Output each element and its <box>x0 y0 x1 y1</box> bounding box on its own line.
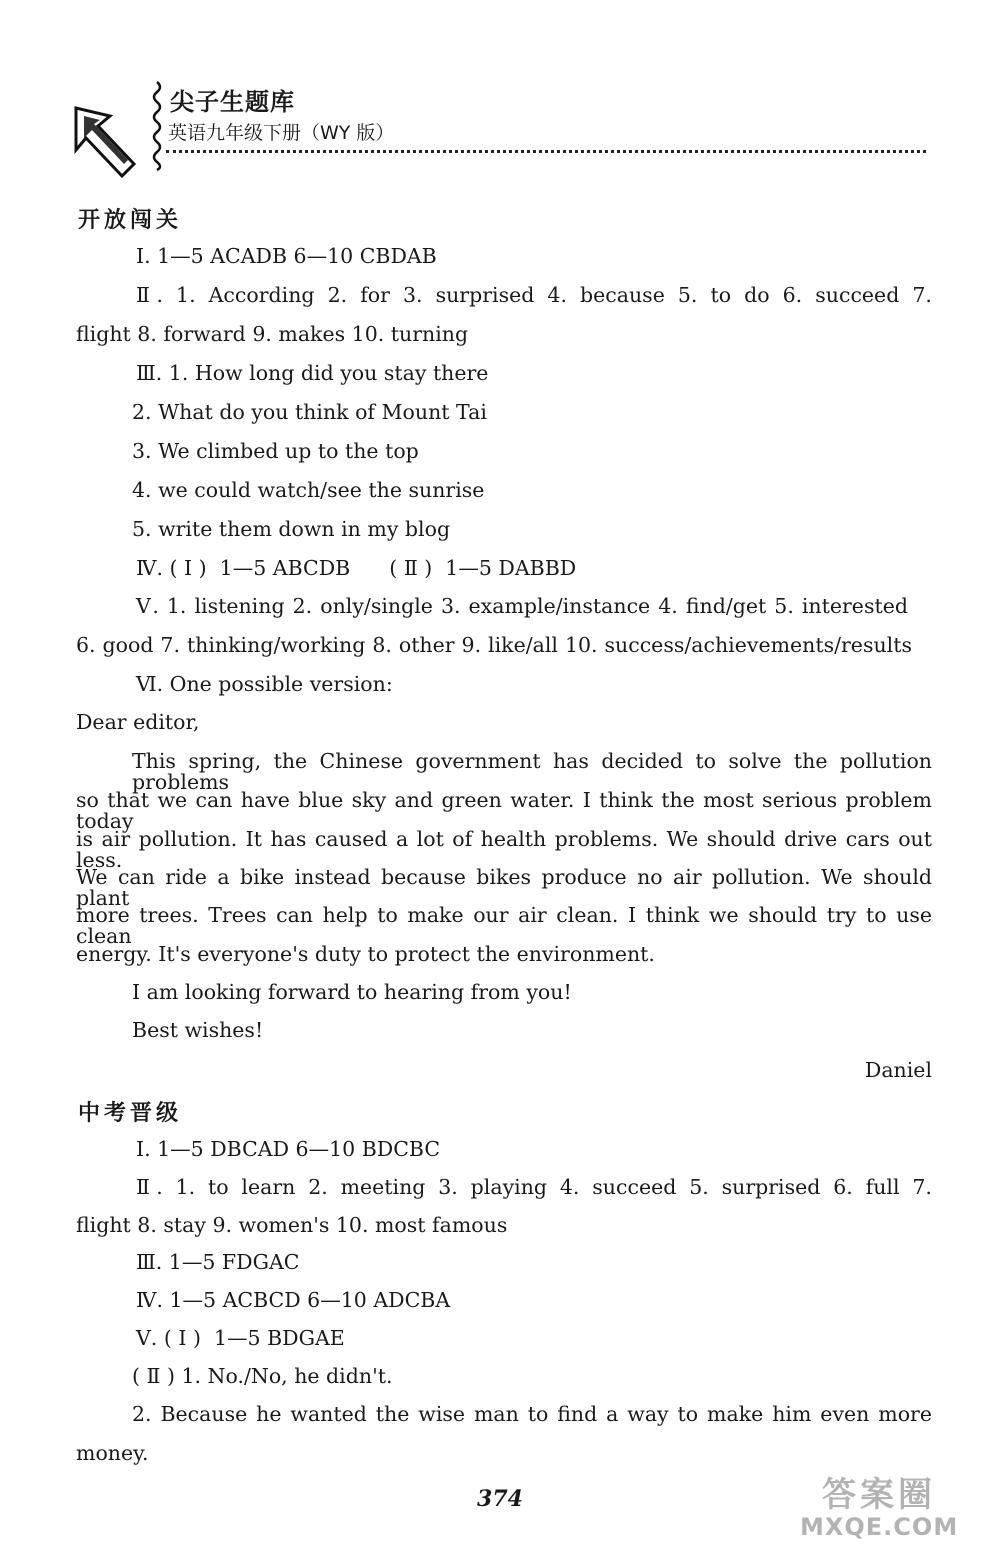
s1-q2-line2: flight 8. forward 9. makes 10. turning <box>76 322 469 346</box>
watermark-logo-text: 答案圈 <box>822 1475 936 1515</box>
letter-last-line: energy. It's everyone's duty to protect the environment. <box>76 942 655 966</box>
squiggle-divider-icon <box>150 80 164 172</box>
book-subtitle: 英语九年级下册（WY 版） <box>168 122 395 144</box>
s2-q3-answers: Ⅲ. 1—5 FDGAC <box>136 1250 300 1274</box>
section-title-open: 开放闯关 <box>78 208 183 233</box>
s2-q1-answers: Ⅰ. 1—5 DBCAD 6—10 BDCBC <box>136 1137 441 1161</box>
letter-greeting: Dear editor, <box>76 710 200 734</box>
s1-q6-label: Ⅵ. One possible version: <box>136 672 393 696</box>
dotted-rule <box>166 150 926 153</box>
s1-q3-item4: 4. we could watch/see the sunrise <box>132 478 485 502</box>
s1-q5-line2: 6. good 7. thinking/working 8. other 9. like/all 10. success/achievements/results <box>76 633 912 657</box>
s1-q4-answers: Ⅳ. ( Ⅰ ) 1—5 ABCDB ( Ⅱ ) 1—5 DABBD <box>136 556 577 580</box>
brand-title: 尖子生题库 <box>170 88 295 116</box>
s2-q2-line1: Ⅱ. 1. to learn 2. meeting 3. playing 4. succeed 5. surprised 6. full 7. <box>136 1175 932 1199</box>
s2-q5-part2-item2: 2. Because he wanted the wise man to find a way to make him even more <box>132 1402 932 1426</box>
letter-line: so that we can have blue sky and green water. I think the most serious problem today <box>76 788 932 833</box>
s2-q2-line2: flight 8. stay 9. women's 10. most famous <box>76 1213 508 1237</box>
s1-q1-answers: Ⅰ. 1—5 ACADB 6—10 CBDAB <box>136 244 437 268</box>
s1-q3-item1: Ⅲ. 1. How long did you stay there <box>136 361 489 385</box>
s2-q5-part1: Ⅴ. ( Ⅰ ) 1—5 BDGAE <box>136 1326 345 1350</box>
s1-q3-item3: 3. We climbed up to the top <box>132 439 419 463</box>
section-title-exam: 中考晋级 <box>78 1101 183 1126</box>
s2-q4-answers: Ⅳ. 1—5 ACBCD 6—10 ADCBA <box>136 1288 451 1312</box>
letter-line: We can ride a bike instead because bikes produce no air pollution. We should plant <box>76 865 932 910</box>
page-number: 374 <box>477 1486 523 1512</box>
watermark <box>800 1476 990 1542</box>
arrow-logo-icon <box>70 80 150 180</box>
page-header <box>70 80 940 180</box>
letter-sign-off: Best wishes! <box>132 1018 264 1042</box>
letter-closing: I am looking forward to hearing from you! <box>132 980 572 1004</box>
s1-q3-item2: 2. What do you think of Mount Tai <box>132 400 487 424</box>
s1-q5-line1: Ⅴ. 1. listening 2. only/single 3. example/instance 4. find/get 5. interested <box>136 594 908 618</box>
letter-line: more trees. Trees can help to make our air clean. I think we should try to use clean <box>76 903 932 948</box>
s1-q3-item5: 5. write them down in my blog <box>132 517 451 541</box>
s1-q2-line1: Ⅱ. 1. According 2. for 3. surprised 4. because 5. to do 6. succeed 7. <box>136 283 932 307</box>
watermark-url: MXQE.COM <box>800 1513 959 1541</box>
letter-line: This spring, the Chinese government has decided to solve the pollution problems <box>132 749 932 794</box>
letter-signature: Daniel <box>864 1058 932 1082</box>
s2-q5-part2-item1: ( Ⅱ ) 1. No./No, he didn't. <box>132 1364 393 1388</box>
letter-line: is air pollution. It has caused a lot of health problems. We should drive cars out less. <box>76 827 932 872</box>
s2-q5-part2-item2-cont: money. <box>76 1441 149 1465</box>
